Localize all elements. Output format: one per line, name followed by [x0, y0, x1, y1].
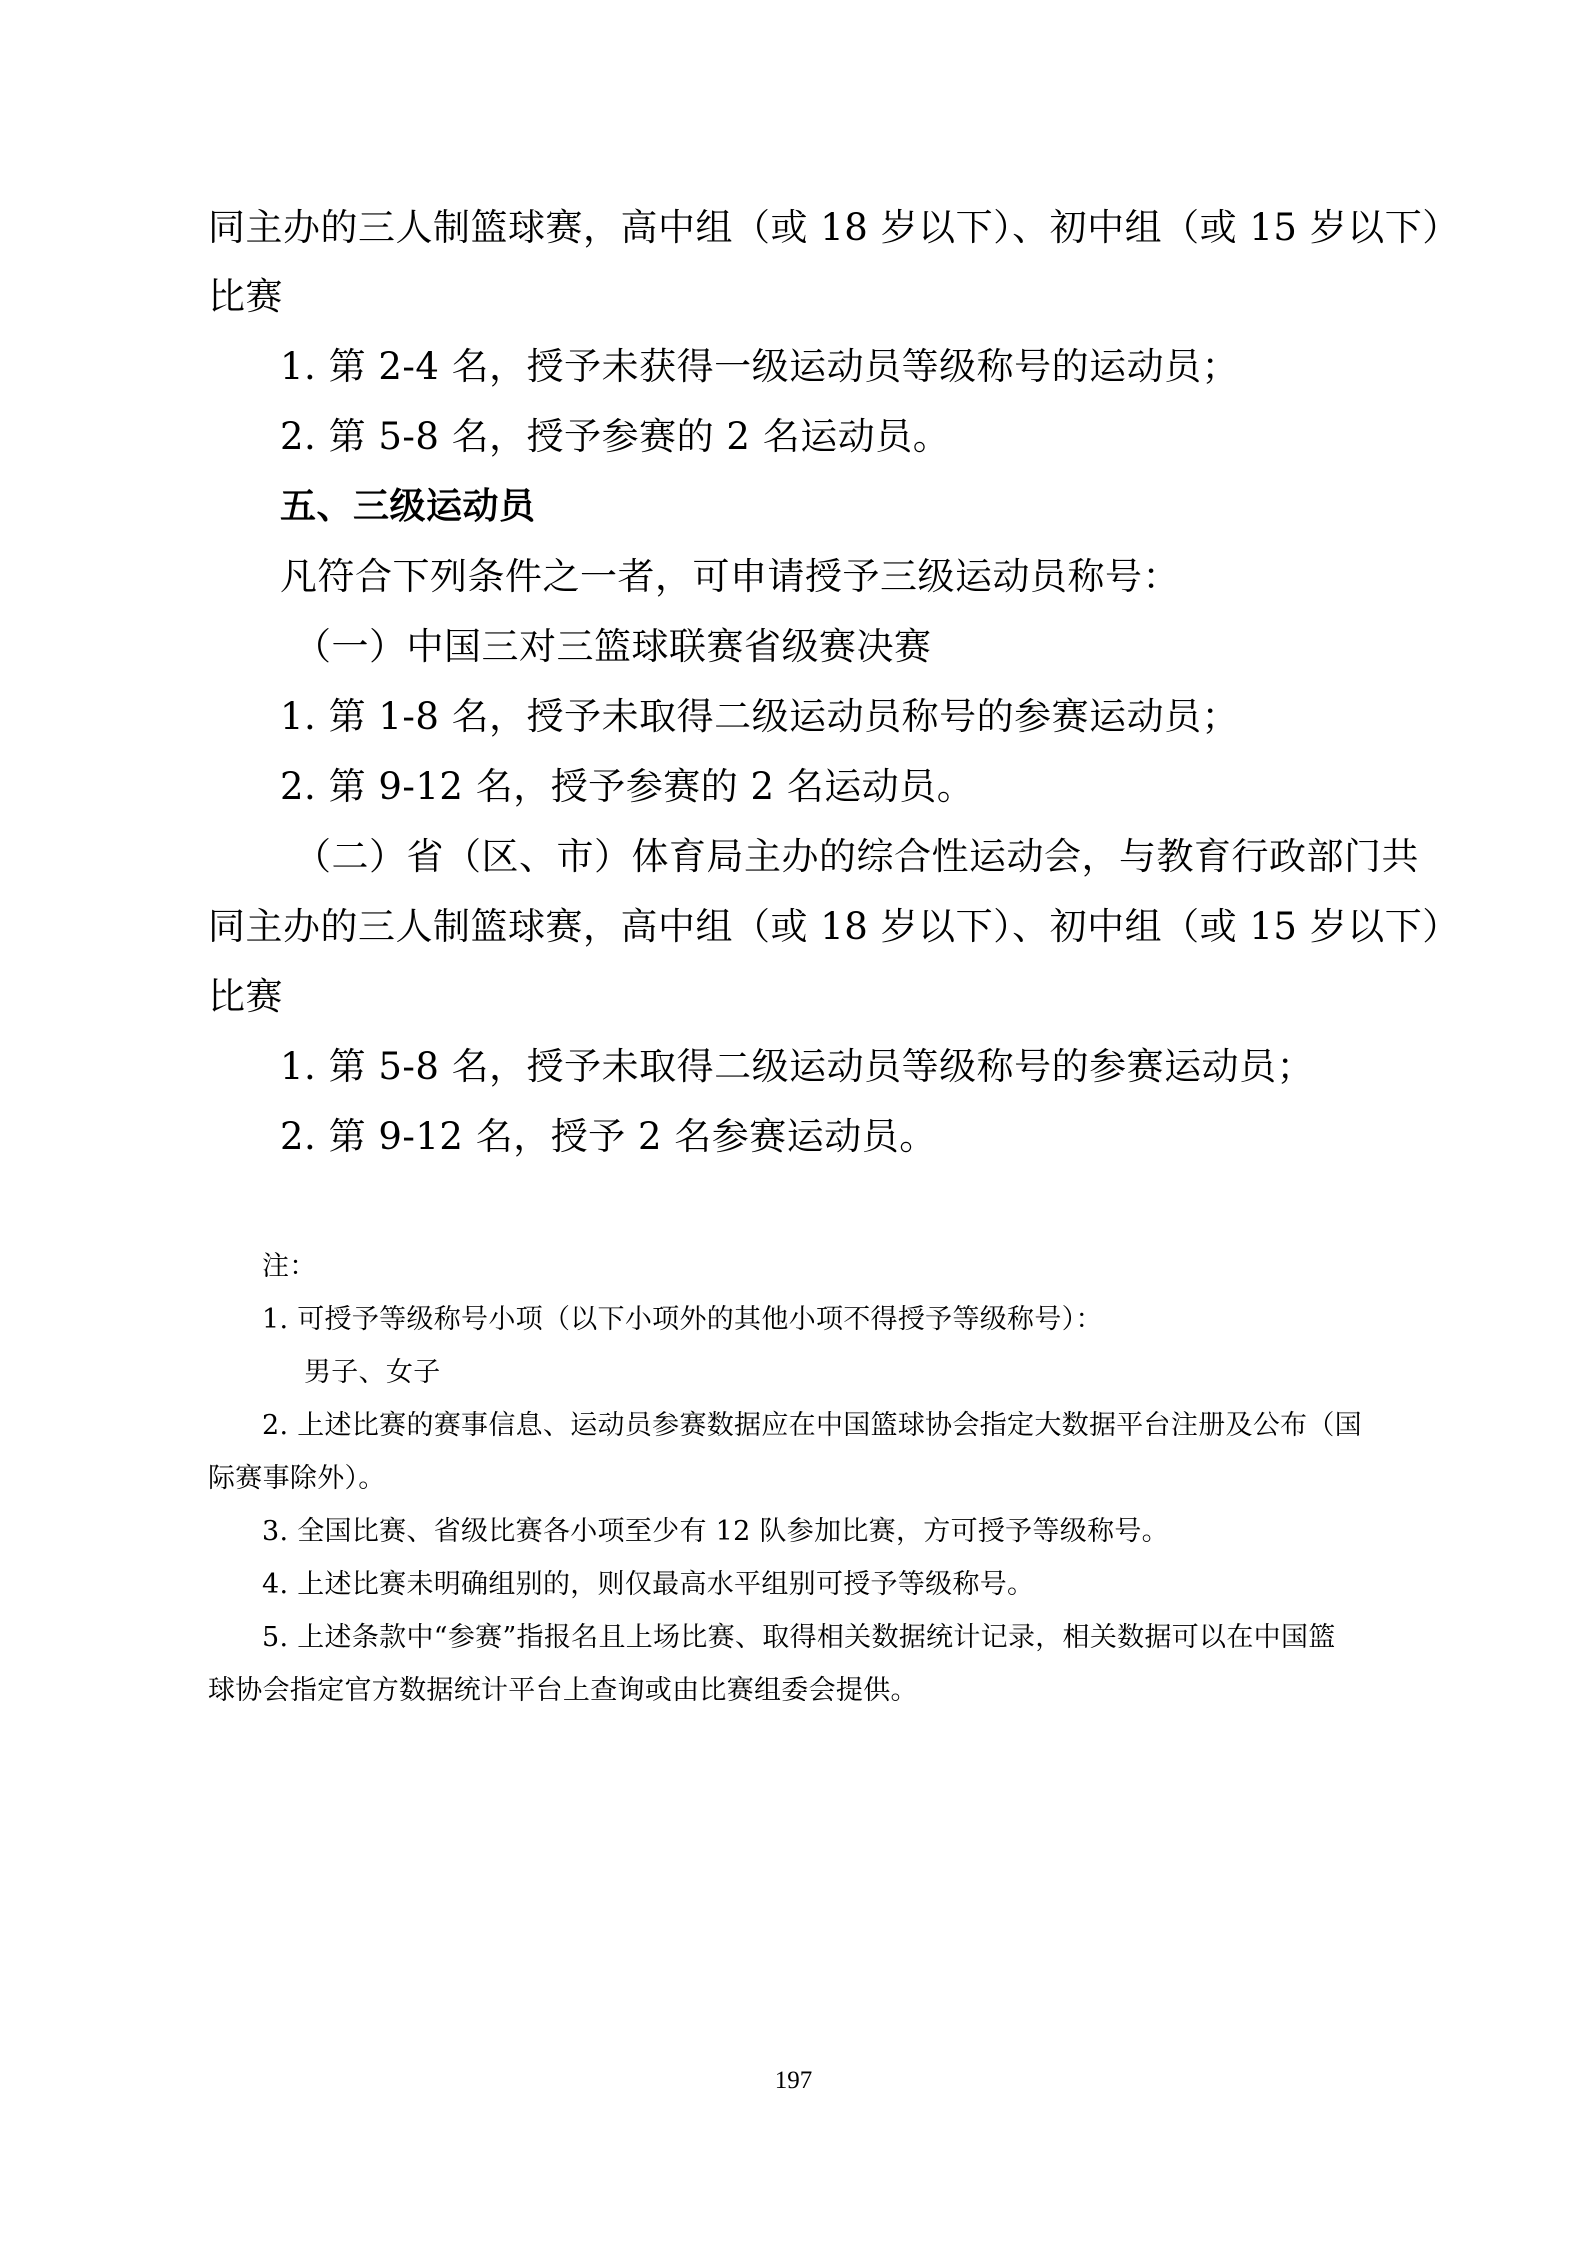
note-item: 1. 可授予等级称号小项（以下小项外的其他小项不得授予等级称号）： — [262, 1304, 1103, 1335]
list-item: 2. 第 9-12 名，授予参赛的 2 名运动员。 — [280, 765, 975, 808]
list-item: 2. 第 9-12 名，授予 2 名参赛运动员。 — [280, 1115, 937, 1158]
page-number: 197 — [774, 2067, 813, 2094]
section-heading: 五、三级运动员 — [280, 486, 536, 527]
subsection-heading: （一）中国三对三篮球联赛省级赛决赛 — [294, 625, 932, 668]
note-item-continuation: 球协会指定官方数据统计平台上查询或由比赛组委会提供。 — [208, 1675, 918, 1706]
note-item: 3. 全国比赛、省级比赛各小项至少有 12 队参加比赛，方可授予等级称号。 — [262, 1516, 1169, 1547]
paragraph-line: 同主办的三人制篮球赛，高中组（或 18 岁以下）、初中组（或 15 岁以下） — [208, 905, 1460, 948]
note-item: 2. 上述比赛的赛事信息、运动员参赛数据应在中国篮球协会指定大数据平台注册及公布（国 — [262, 1410, 1362, 1441]
paragraph-line: 比赛 — [208, 275, 283, 318]
list-item: 1. 第 1-8 名，授予未取得二级运动员称号的参赛运动员； — [280, 695, 1240, 738]
paragraph-line: 同主办的三人制篮球赛，高中组（或 18 岁以下）、初中组（或 15 岁以下） — [208, 206, 1460, 249]
note-subitem: 男子、女子 — [304, 1357, 441, 1388]
note-item: 5. 上述条款中“参赛”指报名且上场比赛、取得相关数据统计记录，相关数据可以在中国篮 — [262, 1622, 1336, 1653]
list-item: 1. 第 2-4 名，授予未获得一级运动员等级称号的运动员； — [280, 345, 1240, 388]
paragraph-line: 凡符合下列条件之一者，可申请授予三级运动员称号： — [280, 555, 1180, 598]
subsection-heading: （二）省（区、市）体育局主办的综合性运动会，与教育行政部门共 — [294, 835, 1419, 878]
notes-title: 注： — [262, 1251, 317, 1282]
list-item: 2. 第 5-8 名，授予参赛的 2 名运动员。 — [280, 415, 951, 458]
note-item: 4. 上述比赛未明确组别的，则仅最高水平组别可授予等级称号。 — [262, 1569, 1035, 1600]
note-item-continuation: 际赛事除外）。 — [208, 1463, 386, 1494]
paragraph-line: 比赛 — [208, 975, 283, 1018]
list-item: 1. 第 5-8 名，授予未取得二级运动员等级称号的参赛运动员； — [280, 1045, 1315, 1088]
